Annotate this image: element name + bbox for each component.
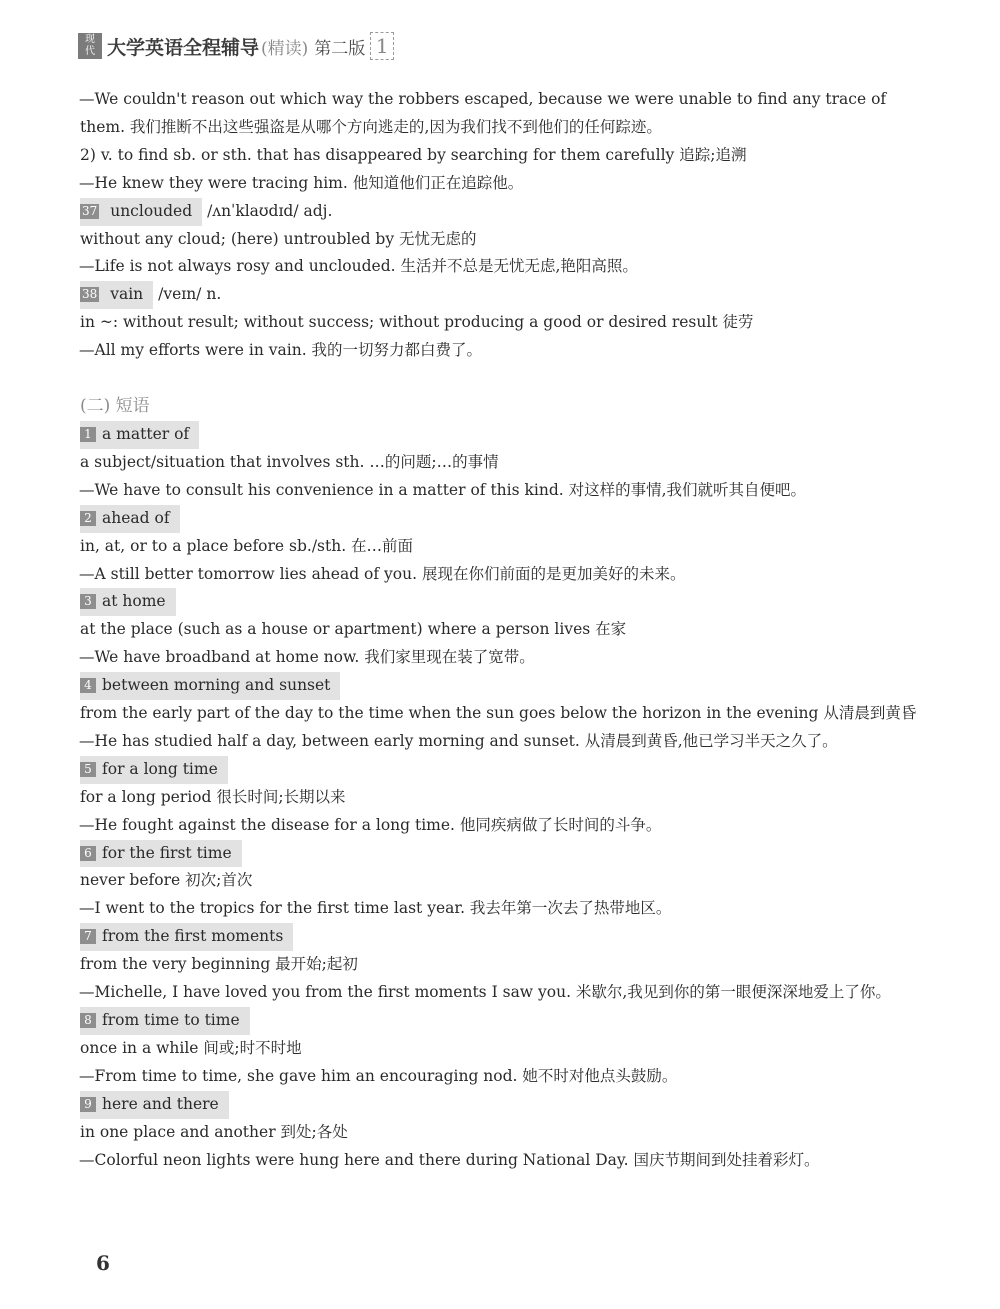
book-edition: 第二版 (314, 38, 366, 59)
phrase-highlight (80, 923, 293, 951)
phrase-example: —Colorful neon lights were hung here and there during National Day. 国庆节期间到处挂着彩灯。 (79, 1150, 820, 1169)
phrase-highlight (80, 672, 340, 700)
phrase-highlight (80, 1091, 229, 1119)
headword: unclouded (110, 201, 193, 220)
phrase-example: —He fought against the disease for a long time. 他同疾病做了长时间的斗争。 (79, 815, 662, 834)
entry-number-badge: 37 (82, 203, 98, 218)
phrase-entry (80, 840, 925, 924)
phrase-list (80, 421, 925, 1174)
section-heading: (二) 短语 (80, 396, 150, 417)
page-header (78, 31, 394, 61)
series-logo (78, 33, 102, 59)
phrase-highlight (80, 840, 242, 868)
page-number: 6 (96, 1251, 110, 1275)
phrase-term: for the first time (102, 843, 232, 862)
phrase-term: a matter of (102, 424, 190, 443)
phrase-number-badge: 3 (80, 594, 96, 609)
volume-number: 1 (370, 32, 394, 60)
example-sentence: —He knew they were tracing him. 他知道他们正在追踪他。 (79, 173, 524, 192)
headword: vain (110, 285, 144, 304)
book-title: 大学英语全程辅导 (107, 36, 260, 59)
headword-highlight (80, 281, 153, 309)
phrase-example: —Michelle, I have loved you from the first moments I saw you. 米歇尔,我见到你的第一眼便深深地爱上了你。 (79, 983, 891, 1002)
phrase-definition: a subject/situation that involves sth. …的问题;…的事情 (80, 452, 499, 471)
phrase-definition: for a long period 很长时间;长期以来 (80, 787, 346, 806)
phrase-entry (80, 505, 925, 589)
phrase-definition: once in a while 间或;时不时地 (80, 1038, 302, 1057)
phrase-number-badge: 2 (80, 511, 96, 526)
phrase-example: —He has studied half a day, between early morning and sunset. 从清晨到黄昏,他已学习半天之久了。 (79, 731, 838, 750)
phrase-entry (80, 1007, 925, 1091)
phrase-definition: from the early part of the day to the time when the sun goes below the horizon in the evening 从清晨到黄昏 (80, 704, 917, 723)
phrase-entry (80, 421, 925, 505)
phrase-example: —I went to the tropics for the first time last year. 我去年第一次去了热带地区。 (79, 899, 672, 918)
phrase-entry (80, 588, 925, 672)
pronunciation: /ʌnˈklaʊdɪd/ adj. (207, 201, 333, 220)
phrase-entry (80, 1091, 925, 1175)
logo-char-top: 现 (85, 34, 95, 45)
phrase-entry (80, 923, 925, 1007)
phrase-number-badge: 4 (80, 678, 96, 693)
phrase-number-badge: 5 (80, 762, 96, 777)
phrase-definition: in, at, or to a place before sb./sth. 在…前面 (80, 536, 414, 555)
phrase-number-badge: 9 (80, 1097, 96, 1112)
phrase-term: for a long time (102, 759, 218, 778)
phrase-number-badge: 8 (80, 1013, 96, 1028)
phrase-term: at home (102, 592, 166, 611)
phrase-definition: at the place (such as a house or apartment) where a person lives 在家 (80, 620, 627, 639)
phrase-highlight (80, 588, 176, 616)
example-sentence: —Life is not always rosy and unclouded. 生活并不总是无忧无虑,艳阳高照。 (79, 257, 638, 276)
phrase-term: from time to time (102, 1011, 240, 1029)
example-sentence: —We couldn't reason out which way the robbers escaped, because we were unable to find any trace of them. 我们推断不出这些强盗是从哪个方向逃走的,因为我们找不到他们的任何踪迹。 (79, 90, 887, 136)
phrase-term: ahead of (102, 508, 170, 527)
phrase-term: here and there (102, 1094, 219, 1113)
phrase-term: between morning and sunset (102, 676, 331, 695)
phrase-definition: never before 初次;首次 (80, 871, 253, 890)
book-subtitle: (精读) (261, 38, 309, 59)
phrase-number-badge: 7 (80, 929, 96, 944)
phrase-highlight (80, 505, 180, 533)
phrase-entry (80, 756, 925, 840)
word-entry-38 (80, 281, 925, 309)
headword-highlight (80, 198, 202, 226)
pronunciation: /veɪn/ n. (158, 285, 222, 304)
phrase-example: —We have to consult his convenience in a matter of this kind. 对这样的事情,我们就听其自便吧。 (79, 480, 807, 499)
entry-number-badge: 38 (82, 287, 98, 302)
phrase-example: —A still better tomorrow lies ahead of you. 展现在你们前面的是更加美好的未来。 (79, 564, 686, 583)
definition-line: 2) v. to find sb. or sth. that has disappeared by searching for them carefully 追踪;追溯 (80, 145, 747, 164)
definition-line: in ~: without result; without success; without producing a good or desired result 徒劳 (80, 313, 754, 332)
phrase-highlight (80, 421, 199, 449)
phrase-example: —From time to time, she gave him an encouraging nod. 她不时对他点头鼓励。 (79, 1066, 678, 1085)
word-entry-37 (80, 198, 925, 226)
phrase-number-badge: 1 (80, 427, 96, 442)
logo-char-bottom: 代 (85, 46, 95, 57)
page-body (80, 86, 925, 1174)
phrase-highlight (80, 1007, 250, 1035)
phrase-example: —We have broadband at home now. 我们家里现在装了宽带。 (79, 648, 535, 667)
example-sentence: —All my efforts were in vain. 我的一切努力都白费了。 (79, 341, 483, 360)
phrase-definition: in one place and another 到处;各处 (80, 1122, 348, 1141)
phrase-entry (80, 672, 925, 756)
phrase-highlight (80, 756, 228, 784)
phrase-definition: from the very beginning 最开始;起初 (80, 955, 358, 974)
definition-line: without any cloud; (here) untroubled by 无忧无虑的 (80, 229, 477, 248)
phrase-number-badge: 6 (80, 846, 96, 861)
phrase-term: from the first moments (102, 927, 284, 946)
